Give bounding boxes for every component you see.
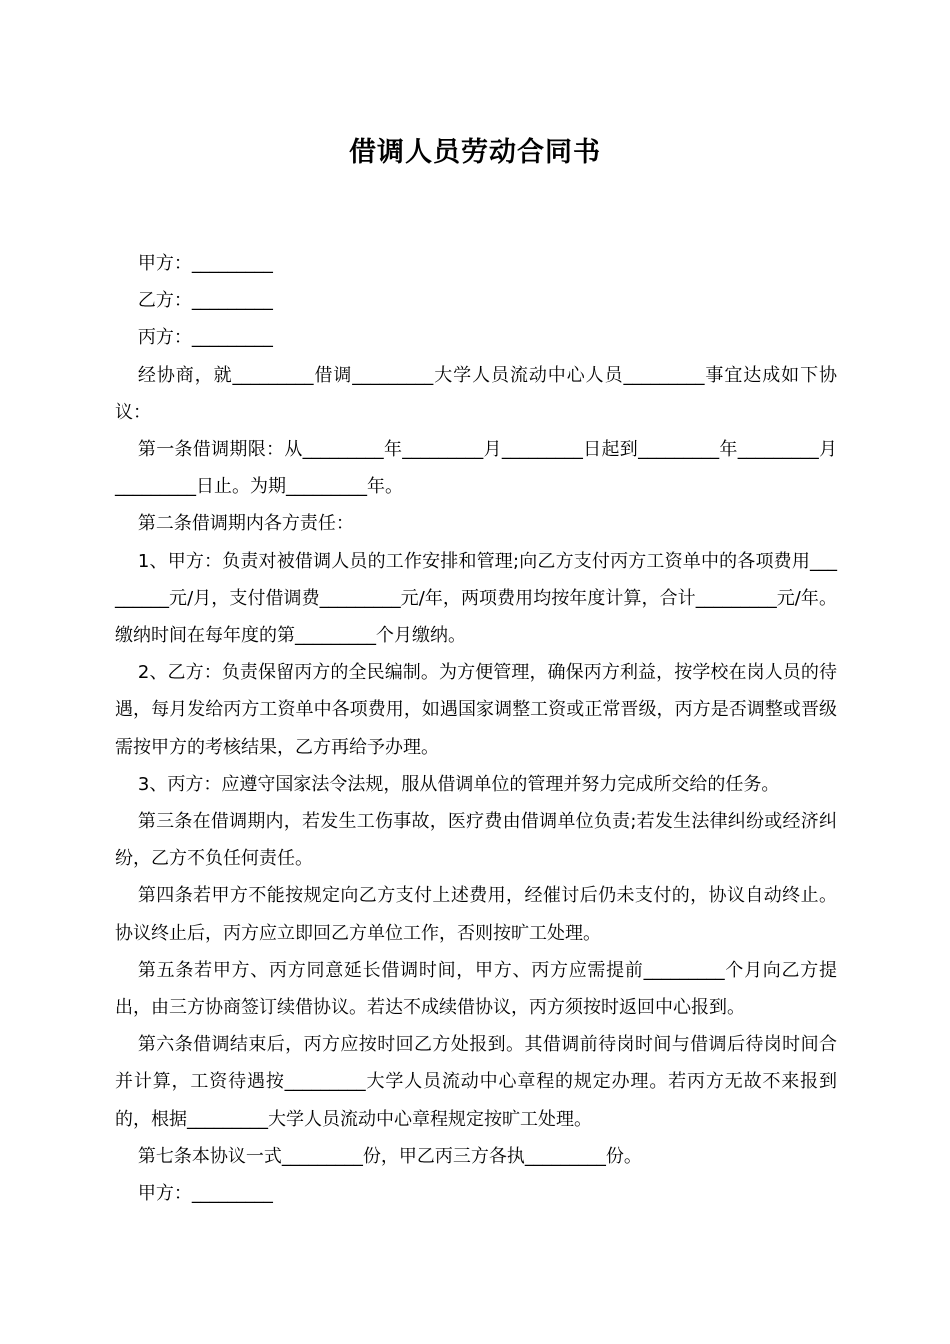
article-5-paragraph: 第五条若甲方、丙方同意延长借调时间，甲方、丙方应需提前_________个月向乙方提出，由三方协商签订续借协议。若达不成续借协议，丙方须按时返回中心报到。 <box>115 959 837 1019</box>
party-c-line: 丙方：_________ <box>137 327 273 349</box>
article-4-paragraph: 第四条若甲方不能按规定向乙方支付上述费用，经催讨后仍未支付的，协议自动终止。协议终止后，丙方应立即回乙方单位工作，否则按旷工处理。 <box>115 885 837 944</box>
signature-party-a-line: 甲方：_________ <box>137 1183 273 1205</box>
article-6-paragraph: 第六条借调结束后，丙方应按时回乙方处报到。其借调前待岗时间与借调后待岗时间合并计算，工资待遇按_________大学人员流动中心章程的规定办理。若丙方无故不来报到的，根据_________大学人员流动中心章程规定按旷工处理。 <box>115 1034 837 1130</box>
party-b-line: 乙方：_________ <box>137 290 273 312</box>
article-3-paragraph: 第三条在借调期内，若发生工伤事故，医疗费由借调单位负责;若发生法律纠纷或经济纠纷，乙方不负任何责任。 <box>115 811 837 870</box>
document-body <box>115 245 837 1212</box>
article-2-heading: 第二条借调期内各方责任： <box>137 513 354 535</box>
party-a-line: 甲方：_________ <box>137 253 273 274</box>
article-1-paragraph: 第一条借调期限：从_________年_________月_________日起到_________年_________月_________日止。为期_________年。 <box>115 439 837 498</box>
article-2-item-3: 3、丙方：应遵守国家法令法规，服从借调单位的管理并努力完成所交给的任务。 <box>137 773 780 795</box>
document-title: 借调人员劳动合同书 <box>349 137 601 168</box>
preamble-paragraph: 经协商，就_________借调_________大学人员流动中心人员_________事宜达成如下协议： <box>115 364 837 423</box>
article-2-item-2: 2、乙方：负责保留丙方的全民编制。为方便管理，确保丙方利益，按学校在岗人员的待遇，每月发给丙方工资单中各项费用，如遇国家调整工资或正常晋级，丙方是否调整或晋级需按甲方的考核结果，乙方再给予办理。 <box>115 662 837 758</box>
article-7-paragraph: 第七条本协议一式_________份，甲乙丙三方各执_________份。 <box>137 1145 642 1167</box>
article-2-item-1: 1、甲方：负责对被借调人员的工作安排和管理;向乙方支付丙方工资单中的各项费用_________元/月，支付借调费_________元/年，两项费用均按年度计算，合计_________元/年。缴纳时间在每年度的第_________个月缴纳。 <box>115 550 837 647</box>
